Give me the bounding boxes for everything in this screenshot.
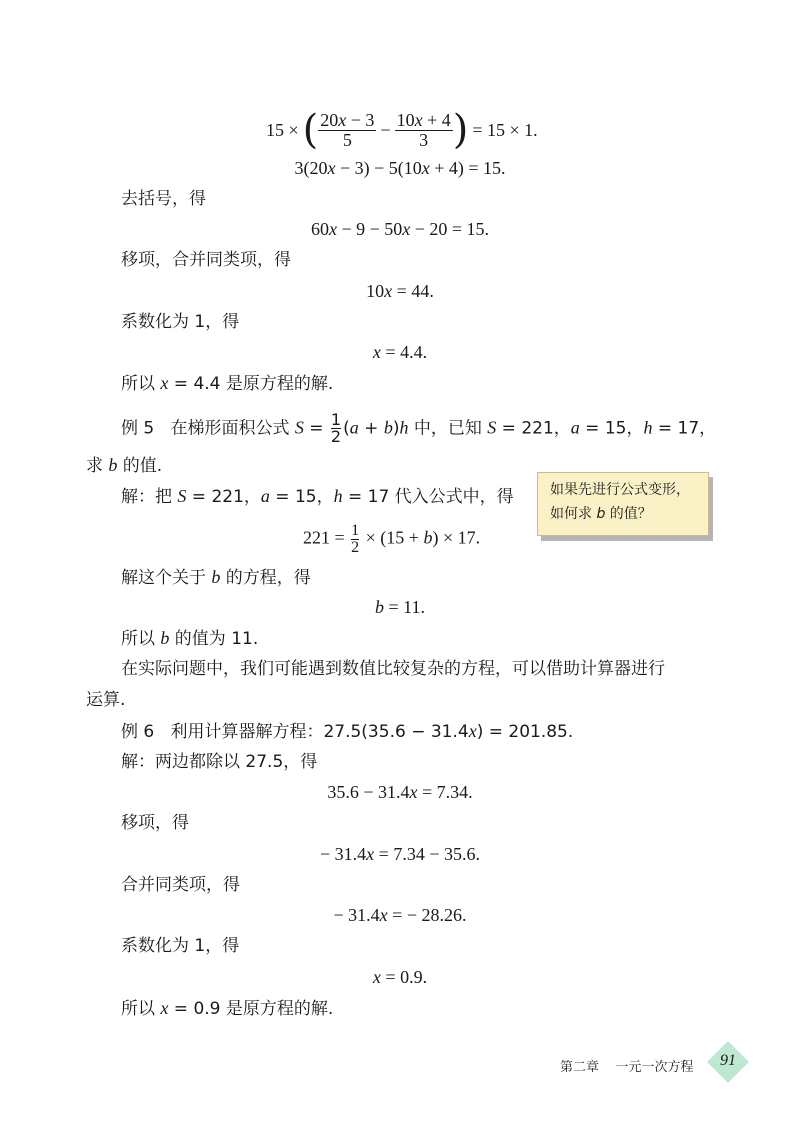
solution-label-2: 解： xyxy=(121,752,155,772)
side-note-line-2: 如何求 b 的值？ xyxy=(550,506,652,522)
equation-11: x = 0.9. xyxy=(372,967,428,987)
conclusion-2: 所以 b 的值为 11. xyxy=(121,628,259,649)
half-fraction: $\frac{1}{2}$ xyxy=(330,410,342,446)
right-paren: ) xyxy=(452,107,469,153)
side-note xyxy=(537,472,709,536)
eq-tail: = 15 × 1. xyxy=(472,119,538,140)
equation-10: − 31.4x = − 28.26. xyxy=(333,905,467,925)
solution-6-intro: 解：两边都除以 27.5，得 xyxy=(121,752,318,772)
equation-clear-denominators xyxy=(262,108,542,152)
conclusion-3: 所以 x = 0.9 是原方程的解. xyxy=(121,998,334,1019)
step-combine-2: 合并同类项，得 xyxy=(121,875,240,895)
step-combine: 移项，合并同类项，得 xyxy=(121,250,291,270)
equation-5: x = 4.4. xyxy=(372,342,428,362)
step-transpose: 移项，得 xyxy=(121,813,189,833)
step-solve-b: 解这个关于 b 的方程，得 xyxy=(121,567,311,588)
equation-6: 221 = $\frac{1}{2}$ × (15 + b) × 17. xyxy=(303,522,481,556)
step-coefficient: 系数化为 1，得 xyxy=(121,312,240,332)
example-5-statement: 例 5 在梯形面积公式 S = $\frac{1}{2}$ (a + b)h 中，已知 S = 221，a = 15，h = 17， xyxy=(121,410,717,446)
equation-4: 10x = 44. xyxy=(366,281,434,301)
example-5-question: 求 b 的值. xyxy=(86,455,163,476)
footer-chapter-title: 第二章 一元一次方程 xyxy=(560,1060,694,1075)
fraction-2-numerator: 10x + 4 xyxy=(396,109,451,130)
example-6-statement: 例 6 利用计算器解方程：27.5(35.6 − 31.4x) = 201.85. xyxy=(121,721,574,742)
example-6-label: 例 6 xyxy=(121,722,155,742)
paragraph-calculator-cont: 运算. xyxy=(86,690,126,710)
left-paren: ( xyxy=(302,107,319,153)
fraction-1-denominator: 5 xyxy=(342,129,352,150)
fraction-2-denominator: 3 xyxy=(419,129,429,150)
side-note-line-1: 如果先进行公式变形， xyxy=(550,482,690,498)
fraction-1-numerator: 20x − 3 xyxy=(320,109,375,130)
step-coefficient-2: 系数化为 1，得 xyxy=(121,936,240,956)
minus-sign: − xyxy=(380,119,391,140)
fraction-1 xyxy=(318,111,376,150)
eq-lead: 15 × xyxy=(266,119,299,140)
half-fraction-2: $\frac{1}{2}$ xyxy=(351,522,360,556)
example-5-label: 例 5 xyxy=(121,418,155,439)
equation-9: − 31.4x = 7.34 − 35.6. xyxy=(320,844,480,864)
equation-7: b = 11. xyxy=(375,597,425,617)
page-number: 91 xyxy=(720,1052,736,1069)
fraction-2 xyxy=(395,111,453,150)
equation-2: 3(20x − 3) − 5(10x + 4) = 15. xyxy=(294,158,506,178)
step-remove-brackets: 去括号，得 xyxy=(121,189,206,209)
solution-5-intro: 解：把 S = 221，a = 15，h = 17 代入公式中，得 xyxy=(121,486,514,507)
equation-8: 35.6 − 31.4x = 7.34. xyxy=(327,782,473,802)
conclusion-1: 所以 x = 4.4 是原方程的解. xyxy=(121,373,334,394)
solution-label: 解： xyxy=(121,487,155,507)
equation-3: 60x − 9 − 50x − 20 = 15. xyxy=(310,219,490,239)
paragraph-calculator: 在实际问题中，我们可能遇到数值比较复杂的方程，可以借助计算器进行 xyxy=(121,659,665,679)
